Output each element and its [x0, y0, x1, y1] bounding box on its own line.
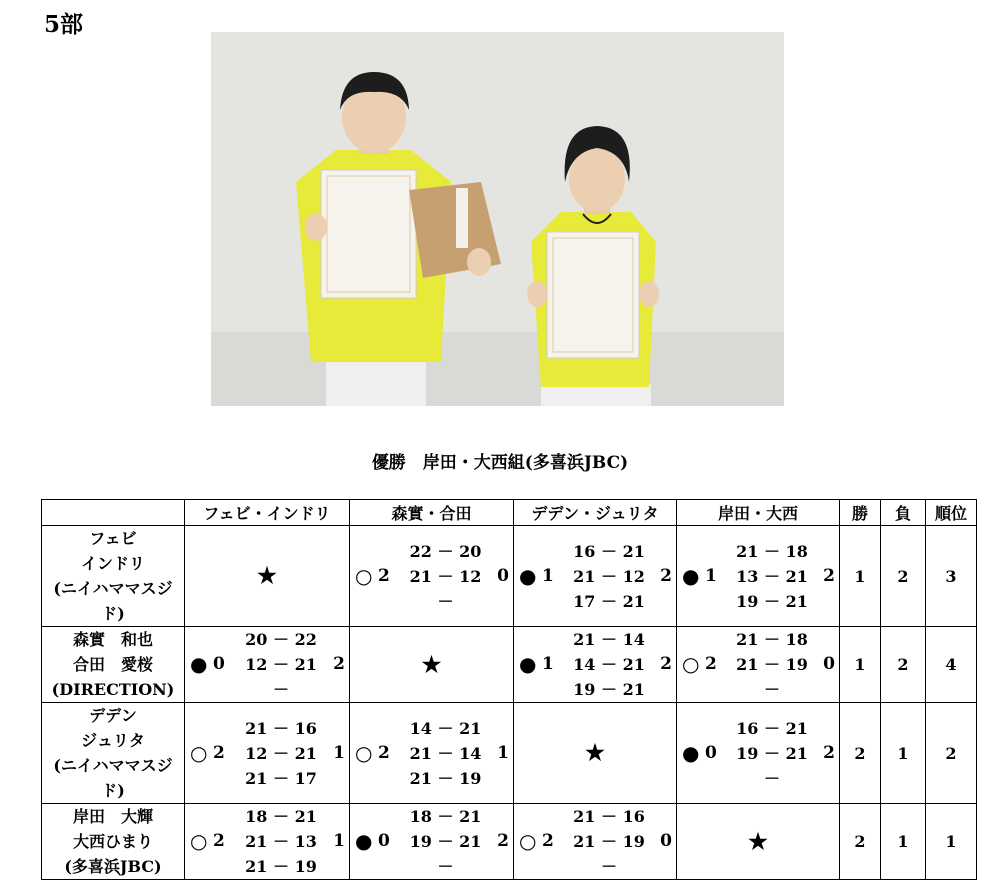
- games-won: 2: [213, 742, 225, 763]
- self-match-cell: [514, 703, 677, 804]
- game-score: 21 － 19: [245, 857, 317, 876]
- header-wins: 勝: [840, 500, 881, 526]
- result-symbol: ○: [682, 652, 700, 676]
- games-lost: 1: [333, 742, 345, 763]
- games-lost: 2: [823, 565, 835, 586]
- result-symbol: ●: [355, 829, 373, 853]
- losses-total: 1: [881, 703, 926, 804]
- game-score: 22 － 20: [409, 541, 482, 561]
- result-symbol: ○: [190, 740, 208, 765]
- games-lost: 2: [660, 565, 672, 586]
- table-row: [42, 526, 977, 627]
- game-score: 21 － 19: [409, 768, 482, 788]
- game-score: 14 － 21: [409, 718, 482, 738]
- game-score: 14 － 21: [573, 655, 645, 674]
- game-score: 21 － 16: [245, 718, 317, 738]
- match-cell: [350, 804, 514, 880]
- game-score: 18 － 21: [409, 807, 482, 826]
- games-lost: 2: [333, 654, 345, 674]
- games-lost: 1: [497, 742, 509, 763]
- games-won: 1: [542, 565, 554, 586]
- games-lost: 2: [497, 831, 509, 851]
- player-line: 大西ひまり: [72, 832, 153, 851]
- game-score: －: [437, 591, 454, 611]
- winner-caption: 優勝 岸田・大西組(多喜浜JBC): [371, 453, 629, 473]
- header-rank: 順位: [926, 500, 977, 526]
- star-icon: ★: [585, 740, 605, 766]
- game-score: 21 － 14: [409, 743, 482, 763]
- match-cell: [677, 703, 840, 804]
- player-line: デデン: [89, 706, 137, 725]
- wins-total: 1: [840, 526, 881, 627]
- game-score: 19 － 21: [736, 743, 808, 763]
- game-score: －: [763, 680, 780, 699]
- games-won: 0: [705, 742, 717, 763]
- game-score: 21 － 12: [409, 566, 482, 586]
- rank-value: 1: [926, 804, 977, 880]
- result-symbol: ○: [519, 829, 537, 853]
- losses-total: 2: [881, 627, 926, 703]
- result-symbol: ●: [682, 563, 700, 588]
- player-line: 森實 和也: [72, 630, 153, 649]
- game-score: 18 － 21: [245, 807, 317, 826]
- club-line: (DIRECTION): [51, 680, 175, 699]
- games-lost: 0: [823, 654, 835, 674]
- games-lost: 2: [660, 654, 672, 674]
- game-score: 19 － 21: [573, 680, 645, 699]
- games-lost: 1: [333, 831, 345, 851]
- star-icon: ★: [748, 828, 768, 855]
- header-blank: [42, 500, 185, 526]
- result-symbol: ●: [682, 740, 700, 765]
- match-cell: [514, 804, 677, 880]
- club-line: (ニイハママスジド): [53, 579, 173, 623]
- wins-total: 1: [840, 627, 881, 703]
- header-team-1: フェビ・インドリ: [185, 500, 350, 526]
- games-lost: 0: [660, 831, 672, 851]
- games-won: 2: [542, 831, 554, 851]
- games-won: 2: [378, 565, 390, 586]
- games-won: 0: [378, 831, 390, 851]
- table-row: [42, 627, 977, 703]
- rank-value: 3: [926, 526, 977, 627]
- game-score: 13 － 21: [736, 566, 808, 586]
- game-score: 21 － 12: [573, 566, 645, 586]
- game-score: －: [763, 768, 780, 788]
- table-row: [42, 804, 977, 880]
- team-name-cell: [42, 627, 185, 703]
- match-cell: [677, 526, 840, 627]
- game-score: 16 － 21: [573, 541, 645, 561]
- losses-total: 2: [881, 526, 926, 627]
- header-team-2: 森實・合田: [350, 500, 514, 526]
- game-score: 21 － 16: [573, 807, 645, 826]
- wins-total: 2: [840, 703, 881, 804]
- team-name-cell: [42, 703, 185, 804]
- team-name-cell: [42, 804, 185, 880]
- player-line: ジュリタ: [81, 731, 145, 750]
- wins-total: 2: [840, 804, 881, 880]
- match-cell: [185, 703, 350, 804]
- game-score: 21 － 18: [736, 541, 808, 561]
- match-cell: [185, 627, 350, 703]
- game-score: 21 － 14: [573, 630, 645, 649]
- games-lost: 2: [823, 742, 835, 763]
- games-won: 0: [213, 654, 225, 674]
- self-match-cell: [350, 627, 514, 703]
- star-icon: ★: [257, 563, 277, 589]
- club-line: (ニイハママスジド): [53, 756, 173, 800]
- club-line: (多喜浜JBC): [64, 857, 162, 876]
- match-cell: [677, 627, 840, 703]
- games-lost: 0: [497, 565, 509, 586]
- player-line: 岸田 大輝: [72, 807, 153, 826]
- match-cell: [514, 526, 677, 627]
- round-robin-table: [41, 499, 977, 880]
- game-score: 21 － 18: [736, 630, 808, 649]
- games-won: 2: [213, 831, 225, 851]
- result-symbol: ○: [355, 740, 373, 765]
- game-score: 12 － 21: [245, 655, 317, 674]
- game-score: 12 － 21: [245, 743, 317, 763]
- result-symbol: ○: [355, 563, 373, 588]
- games-won: 1: [705, 565, 717, 586]
- game-score: 21 － 13: [245, 832, 317, 851]
- team-name-cell: [42, 526, 185, 627]
- games-won: 2: [378, 742, 390, 763]
- result-symbol: ●: [519, 652, 537, 676]
- player-line: インドリ: [80, 554, 145, 573]
- losses-total: 1: [881, 804, 926, 880]
- division-title: 5部: [44, 11, 84, 38]
- star-icon: ★: [421, 651, 442, 678]
- game-score: －: [600, 857, 617, 876]
- table-row: [42, 703, 977, 804]
- game-score: 19 － 21: [409, 832, 482, 851]
- header-team-4: 岸田・大西: [677, 500, 840, 526]
- match-cell: [350, 703, 514, 804]
- game-score: 21 － 19: [736, 655, 808, 674]
- game-score: －: [272, 680, 289, 699]
- self-match-cell: [185, 526, 350, 627]
- match-cell: [350, 526, 514, 627]
- match-cell: [514, 627, 677, 703]
- game-score: 21 － 19: [573, 832, 645, 851]
- match-cell: [185, 804, 350, 880]
- result-symbol: ●: [519, 563, 537, 588]
- result-symbol: ●: [190, 652, 208, 676]
- game-score: 21 － 17: [245, 768, 317, 788]
- game-score: 20 － 22: [245, 630, 317, 649]
- game-score: 19 － 21: [736, 591, 808, 611]
- winners-photo-illustration: [211, 32, 784, 406]
- header-losses: 負: [881, 500, 926, 526]
- player-line: フェビ: [89, 529, 137, 548]
- rank-value: 4: [926, 627, 977, 703]
- game-score: 17 － 21: [573, 591, 645, 611]
- winners-photo: [211, 32, 784, 406]
- header-team-3: デデン・ジュリタ: [514, 500, 677, 526]
- rank-value: 2: [926, 703, 977, 804]
- header-row: [42, 500, 977, 526]
- self-match-cell: [677, 804, 840, 880]
- games-won: 2: [705, 654, 717, 674]
- game-score: －: [437, 857, 454, 876]
- game-score: 16 － 21: [736, 718, 808, 738]
- player-line: 合田 愛桜: [72, 655, 153, 674]
- result-symbol: ○: [190, 829, 208, 853]
- games-won: 1: [542, 654, 554, 674]
